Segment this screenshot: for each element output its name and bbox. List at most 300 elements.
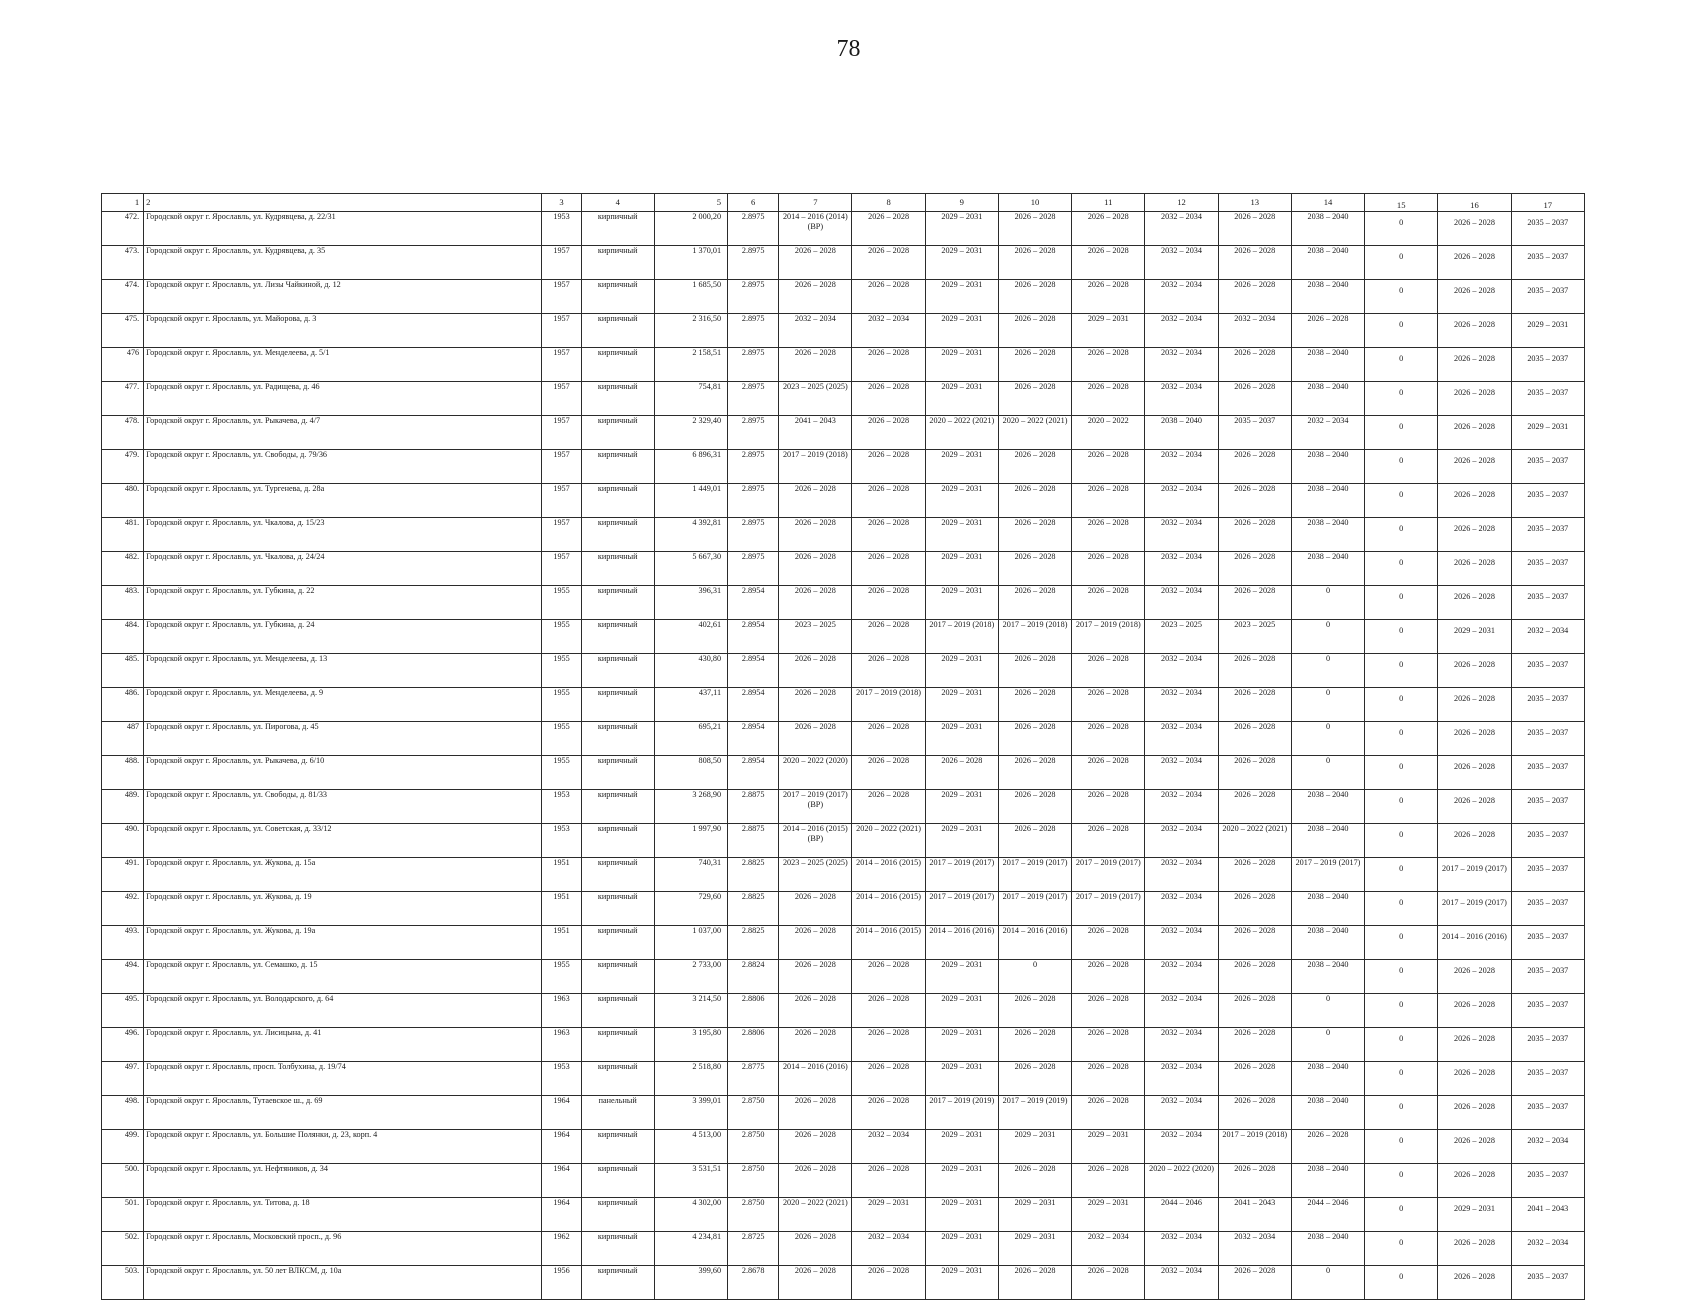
table-cell: 5 667,30: [654, 552, 727, 586]
table-row: [102, 212, 1585, 246]
table-cell: 2026 – 2028: [1072, 790, 1145, 824]
table-cell: 2032 – 2034: [1511, 1232, 1584, 1266]
table-cell: 2035 – 2037: [1511, 1164, 1584, 1198]
table-cell: 2026 – 2028: [1072, 926, 1145, 960]
table-cell: 2.8806: [728, 994, 779, 1028]
table-cell: 2026 – 2028: [1291, 314, 1364, 348]
table-cell: 2.8750: [728, 1096, 779, 1130]
table-cell: 488.: [102, 756, 144, 790]
table-cell: 2026 – 2028: [1438, 1232, 1511, 1266]
header-cell: 17: [1511, 194, 1584, 212]
table-cell: 2032 – 2034: [852, 1130, 925, 1164]
table-cell: 2029 – 2031: [925, 348, 998, 382]
table-cell: 2035 – 2037: [1511, 892, 1584, 926]
table-cell: 0: [1365, 1096, 1438, 1130]
table-cell: 2026 – 2028: [779, 1096, 852, 1130]
table-cell: 2020 – 2022 (2020): [1145, 1164, 1218, 1198]
table-cell: 478.: [102, 416, 144, 450]
table-cell: 2020 – 2022 (2021): [925, 416, 998, 450]
table-cell: 473.: [102, 246, 144, 280]
table-cell: 2026 – 2028: [1072, 960, 1145, 994]
table-cell: 2026 – 2028: [998, 212, 1071, 246]
table-cell: кирпичный: [581, 552, 654, 586]
table-row: [102, 484, 1585, 518]
table-cell: кирпичный: [581, 892, 654, 926]
table-cell: 2029 – 2031: [1072, 1198, 1145, 1232]
table-cell: 0: [1365, 1164, 1438, 1198]
table-cell: 2026 – 2028: [1438, 1096, 1511, 1130]
table-cell: 2020 – 2022 (2021): [1218, 824, 1291, 858]
table-cell: 2017 – 2019 (2019): [925, 1096, 998, 1130]
table-cell: 481.: [102, 518, 144, 552]
table-cell: 1963: [542, 994, 581, 1028]
table-cell: 0: [1365, 1198, 1438, 1232]
table-cell: 2017 – 2019 (2017): [1438, 892, 1511, 926]
table-cell: 2029 – 2031: [925, 688, 998, 722]
table-cell: 2.8825: [728, 892, 779, 926]
table-cell: 2032 – 2034: [779, 314, 852, 348]
header-cell: 16: [1438, 194, 1511, 212]
table-cell: 2035 – 2037: [1511, 960, 1584, 994]
table-cell: 475.: [102, 314, 144, 348]
table-cell: 2026 – 2028: [998, 280, 1071, 314]
table-cell: 0: [1365, 518, 1438, 552]
table-cell: 2032 – 2034: [1145, 518, 1218, 552]
table-cell: 2026 – 2028: [998, 654, 1071, 688]
table-cell: 1 370,01: [654, 246, 727, 280]
table-cell: 2035 – 2037: [1511, 756, 1584, 790]
table-cell: 1951: [542, 892, 581, 926]
table-cell: 2032 – 2034: [1145, 722, 1218, 756]
table-cell: кирпичный: [581, 688, 654, 722]
table-cell: кирпичный: [581, 824, 654, 858]
table-cell: 2026 – 2028: [998, 450, 1071, 484]
table-cell: 2026 – 2028: [1438, 416, 1511, 450]
table-cell: 2.8975: [728, 416, 779, 450]
table-cell: 2026 – 2028: [1438, 790, 1511, 824]
table-cell: 2014 – 2016 (2016): [925, 926, 998, 960]
table-cell: 1957: [542, 382, 581, 416]
table-cell: 2026 – 2028: [1438, 586, 1511, 620]
table-row: [102, 654, 1585, 688]
table-cell: 2.8975: [728, 450, 779, 484]
table-cell: 2026 – 2028: [1438, 212, 1511, 246]
table-cell: 1962: [542, 1232, 581, 1266]
table-cell: 477.: [102, 382, 144, 416]
table-cell: 0: [1365, 382, 1438, 416]
table-cell: 2032 – 2034: [1145, 994, 1218, 1028]
table-cell: 2032 – 2034: [1145, 348, 1218, 382]
table-cell: 2026 – 2028: [998, 1266, 1071, 1300]
table-cell: 498.: [102, 1096, 144, 1130]
table-cell: 2026 – 2028: [998, 1062, 1071, 1096]
table-cell: 492.: [102, 892, 144, 926]
table-cell: 2029 – 2031: [925, 212, 998, 246]
table-cell: 2026 – 2028: [998, 790, 1071, 824]
table-cell: 2029 – 2031: [925, 586, 998, 620]
table-cell: Городской округ г. Ярославль, ул. Рыкачева, д. 6/10: [144, 756, 542, 790]
table-cell: 2.8975: [728, 314, 779, 348]
table-cell: 2026 – 2028: [1072, 1164, 1145, 1198]
table-cell: 2026 – 2028: [852, 518, 925, 552]
table-cell: 2026 – 2028: [852, 246, 925, 280]
table-cell: 2029 – 2031: [925, 1130, 998, 1164]
header-cell: 1: [102, 194, 144, 212]
header-cell: 13: [1218, 194, 1291, 212]
header-cell: 6: [728, 194, 779, 212]
table-row: [102, 314, 1585, 348]
table-cell: 2032 – 2034: [1145, 926, 1218, 960]
table-cell: 2038 – 2040: [1291, 824, 1364, 858]
table-cell: кирпичный: [581, 654, 654, 688]
table-cell: 2014 – 2016 (2016): [998, 926, 1071, 960]
table-cell: 499.: [102, 1130, 144, 1164]
table-row: [102, 348, 1585, 382]
table-cell: 1955: [542, 586, 581, 620]
table-cell: 494.: [102, 960, 144, 994]
table-cell: Городской округ г. Ярославль, ул. Володарского, д. 64: [144, 994, 542, 1028]
table-cell: 2.8750: [728, 1164, 779, 1198]
table-cell: Городской округ г. Ярославль, ул. Свободы, д. 81/33: [144, 790, 542, 824]
table-cell: 2032 – 2034: [1145, 1232, 1218, 1266]
table-cell: 2035 – 2037: [1511, 1062, 1584, 1096]
table-cell: Городской округ г. Ярославль, ул. Рыкачева, д. 4/7: [144, 416, 542, 450]
table-cell: 2026 – 2028: [998, 484, 1071, 518]
table-cell: 2026 – 2028: [852, 280, 925, 314]
table-cell: 484.: [102, 620, 144, 654]
table-cell: 497.: [102, 1062, 144, 1096]
table-cell: 2035 – 2037: [1511, 518, 1584, 552]
table-cell: 2026 – 2028: [1438, 654, 1511, 688]
table-cell: 2017 – 2019 (2017): [998, 892, 1071, 926]
table-row: [102, 722, 1585, 756]
table-cell: 1953: [542, 212, 581, 246]
table-cell: 2026 – 2028: [1218, 1096, 1291, 1130]
header-cell: 12: [1145, 194, 1218, 212]
table-cell: 2020 – 2022 (2020): [779, 756, 852, 790]
table-cell: 2029 – 2031: [925, 790, 998, 824]
table-cell: 2026 – 2028: [1072, 382, 1145, 416]
table-cell: 0: [1365, 688, 1438, 722]
header-cell: 2: [144, 194, 542, 212]
table-cell: 2017 – 2019 (2018): [925, 620, 998, 654]
table-cell: Городской округ г. Ярославль, ул. Нефтяников, д. 34: [144, 1164, 542, 1198]
table-row: [102, 1232, 1585, 1266]
table-cell: 1953: [542, 790, 581, 824]
table-row: [102, 1028, 1585, 1062]
table-cell: 2032 – 2034: [1145, 756, 1218, 790]
table-cell: 2026 – 2028: [852, 620, 925, 654]
table-cell: 2026 – 2028: [1438, 1130, 1511, 1164]
table-row: [102, 756, 1585, 790]
table-cell: 396,31: [654, 586, 727, 620]
table-row: [102, 586, 1585, 620]
housing-table: [101, 193, 1585, 1300]
table-cell: 0: [1365, 892, 1438, 926]
table-cell: 501.: [102, 1198, 144, 1232]
table-cell: 2026 – 2028: [852, 1062, 925, 1096]
table-cell: 1957: [542, 348, 581, 382]
table-body: [102, 194, 1585, 1300]
table-cell: 0: [1365, 926, 1438, 960]
table-cell: 2041 – 2043: [1511, 1198, 1584, 1232]
table-cell: 2026 – 2028: [1438, 314, 1511, 348]
table-cell: 2032 – 2034: [1145, 654, 1218, 688]
table-cell: 2032 – 2034: [1511, 1130, 1584, 1164]
table-cell: 0: [1365, 348, 1438, 382]
table-cell: 2026 – 2028: [1218, 280, 1291, 314]
table-cell: 2026 – 2028: [1438, 552, 1511, 586]
table-cell: кирпичный: [581, 756, 654, 790]
table-cell: 2.8975: [728, 348, 779, 382]
table-cell: Городской округ г. Ярославль, ул. Кудрявцева, д. 22/31: [144, 212, 542, 246]
table-cell: 0: [1365, 858, 1438, 892]
table-cell: 2029 – 2031: [1511, 314, 1584, 348]
table-cell: 2.8750: [728, 1130, 779, 1164]
table-cell: 399,60: [654, 1266, 727, 1300]
table-cell: 2026 – 2028: [1438, 994, 1511, 1028]
table-cell: 2014 – 2016 (2016): [779, 1062, 852, 1096]
table-cell: Городской округ г. Ярославль, ул. Семашко, д. 15: [144, 960, 542, 994]
table-cell: 1955: [542, 756, 581, 790]
table-cell: 2026 – 2028: [1218, 790, 1291, 824]
table-cell: 2026 – 2028: [1438, 518, 1511, 552]
table-cell: 0: [1291, 756, 1364, 790]
table-cell: 2017 – 2019 (2017): [925, 858, 998, 892]
table-cell: 2026 – 2028: [1438, 382, 1511, 416]
table-cell: 2023 – 2025 (2025): [779, 382, 852, 416]
table-cell: 2038 – 2040: [1291, 926, 1364, 960]
table-row: [102, 450, 1585, 484]
table-cell: 2 329,40: [654, 416, 727, 450]
table-cell: 0: [1291, 722, 1364, 756]
table-cell: 2029 – 2031: [925, 1164, 998, 1198]
table-cell: 2035 – 2037: [1511, 790, 1584, 824]
table-cell: 2038 – 2040: [1145, 416, 1218, 450]
table-cell: 2035 – 2037: [1511, 688, 1584, 722]
table-cell: 2035 – 2037: [1511, 1028, 1584, 1062]
table-cell: 2029 – 2031: [925, 280, 998, 314]
table-cell: 2.8825: [728, 926, 779, 960]
table-cell: 2 316,50: [654, 314, 727, 348]
table-cell: 2038 – 2040: [1291, 246, 1364, 280]
table-cell: кирпичный: [581, 518, 654, 552]
table-cell: Городской округ г. Ярославль, ул. Большие Полянки, д. 23, корп. 4: [144, 1130, 542, 1164]
table-cell: 2017 – 2019 (2018): [852, 688, 925, 722]
table-cell: 2026 – 2028: [1218, 552, 1291, 586]
table-cell: 2017 – 2019 (2017): [1291, 858, 1364, 892]
table-cell: 729,60: [654, 892, 727, 926]
table-cell: 2032 – 2034: [1145, 790, 1218, 824]
header-cell: 5: [654, 194, 727, 212]
table-cell: 2032 – 2034: [1218, 1232, 1291, 1266]
table-cell: кирпичный: [581, 1164, 654, 1198]
table-cell: 2026 – 2028: [1218, 654, 1291, 688]
table-cell: 2017 – 2019 (2017) (ВР): [779, 790, 852, 824]
table-cell: 2029 – 2031: [852, 1198, 925, 1232]
table-cell: Городской округ г. Ярославль, ул. Тургенева, д. 28а: [144, 484, 542, 518]
table-cell: 2026 – 2028: [1218, 1028, 1291, 1062]
table-cell: 430,80: [654, 654, 727, 688]
table-cell: 0: [1365, 960, 1438, 994]
table-cell: 2038 – 2040: [1291, 450, 1364, 484]
table-cell: 2026 – 2028: [852, 1028, 925, 1062]
table-cell: 2026 – 2028: [1072, 688, 1145, 722]
table-cell: 2029 – 2031: [925, 654, 998, 688]
table-cell: 2038 – 2040: [1291, 1062, 1364, 1096]
table-cell: Городской округ г. Ярославль, ул. Радищева, д. 46: [144, 382, 542, 416]
table-cell: 2041 – 2043: [779, 416, 852, 450]
table-row: [102, 994, 1585, 1028]
table-cell: 2017 – 2019 (2017): [1438, 858, 1511, 892]
table-cell: 2026 – 2028: [998, 348, 1071, 382]
table-cell: Городской округ г. Ярославль, ул. Жукова, д. 19: [144, 892, 542, 926]
table-cell: 2038 – 2040: [1291, 518, 1364, 552]
table-cell: 2038 – 2040: [1291, 212, 1364, 246]
table-cell: 2032 – 2034: [1145, 1096, 1218, 1130]
table-cell: 2032 – 2034: [1145, 960, 1218, 994]
table-cell: 2026 – 2028: [779, 1232, 852, 1266]
table-cell: 2026 – 2028: [1218, 756, 1291, 790]
table-cell: 2026 – 2028: [998, 518, 1071, 552]
table-cell: 503.: [102, 1266, 144, 1300]
table-cell: 2014 – 2016 (2016): [1438, 926, 1511, 960]
table-cell: 2026 – 2028: [1218, 722, 1291, 756]
table-cell: 2029 – 2031: [1072, 1130, 1145, 1164]
header-cell: 9: [925, 194, 998, 212]
table-cell: 3 399,01: [654, 1096, 727, 1130]
table-cell: 2026 – 2028: [1218, 994, 1291, 1028]
table-cell: 2029 – 2031: [925, 450, 998, 484]
header-cell: 11: [1072, 194, 1145, 212]
table-cell: 2026 – 2028: [1438, 1266, 1511, 1300]
table-cell: 479.: [102, 450, 144, 484]
table-cell: 2026 – 2028: [1438, 484, 1511, 518]
header-cell: 8: [852, 194, 925, 212]
table-cell: 2017 – 2019 (2017): [998, 858, 1071, 892]
table-cell: 3 531,51: [654, 1164, 727, 1198]
table-cell: 2038 – 2040: [1291, 790, 1364, 824]
table-cell: 2029 – 2031: [925, 382, 998, 416]
table-cell: 2029 – 2031: [925, 1062, 998, 1096]
table-cell: кирпичный: [581, 382, 654, 416]
table-cell: 2032 – 2034: [852, 314, 925, 348]
table-cell: 2029 – 2031: [998, 1232, 1071, 1266]
table-cell: 0: [998, 960, 1071, 994]
table-cell: 2 000,20: [654, 212, 727, 246]
table-cell: 0: [1365, 824, 1438, 858]
table-cell: 476: [102, 348, 144, 382]
table-cell: 489.: [102, 790, 144, 824]
table-cell: 2026 – 2028: [852, 722, 925, 756]
table-row: [102, 790, 1585, 824]
table-cell: 2035 – 2037: [1511, 484, 1584, 518]
table-cell: 2032 – 2034: [1145, 552, 1218, 586]
table-row: [102, 620, 1585, 654]
table-cell: 2026 – 2028: [1072, 654, 1145, 688]
table-cell: 2.8954: [728, 620, 779, 654]
table-cell: 740,31: [654, 858, 727, 892]
table-cell: кирпичный: [581, 348, 654, 382]
table-cell: 2.8954: [728, 722, 779, 756]
table-cell: 472.: [102, 212, 144, 246]
table-cell: 2029 – 2031: [925, 994, 998, 1028]
table-cell: 2026 – 2028: [1218, 212, 1291, 246]
table-cell: 2026 – 2028: [779, 280, 852, 314]
table-cell: 2026 – 2028: [852, 756, 925, 790]
table-cell: 0: [1365, 620, 1438, 654]
table-cell: 0: [1365, 1266, 1438, 1300]
table-cell: 2026 – 2028: [1218, 586, 1291, 620]
table-cell: 1951: [542, 858, 581, 892]
table-cell: 0: [1291, 654, 1364, 688]
table-cell: 2026 – 2028: [1072, 552, 1145, 586]
table-cell: 1956: [542, 1266, 581, 1300]
table-cell: 2038 – 2040: [1291, 1164, 1364, 1198]
table-cell: 2026 – 2028: [1218, 450, 1291, 484]
table-cell: 2029 – 2031: [925, 1028, 998, 1062]
table-cell: Городской округ г. Ярославль, ул. Чкалова, д. 15/23: [144, 518, 542, 552]
table-cell: 2026 – 2028: [1438, 1028, 1511, 1062]
table-cell: 2029 – 2031: [925, 824, 998, 858]
table-cell: 2.8825: [728, 858, 779, 892]
table-cell: 1957: [542, 280, 581, 314]
table-cell: кирпичный: [581, 790, 654, 824]
table-cell: 1 037,00: [654, 926, 727, 960]
header-cell: 15: [1365, 194, 1438, 212]
table-cell: Городской округ г. Ярославль, ул. Свободы, д. 79/36: [144, 450, 542, 484]
table-cell: 2014 – 2016 (2015): [852, 892, 925, 926]
table-cell: Городской округ г. Ярославль, ул. Чкалова, д. 24/24: [144, 552, 542, 586]
table-cell: 2044 – 2046: [1145, 1198, 1218, 1232]
table-cell: 2.8975: [728, 212, 779, 246]
table-cell: 2.8954: [728, 654, 779, 688]
table-cell: 2026 – 2028: [1072, 722, 1145, 756]
table-row: [102, 824, 1585, 858]
table-cell: 2035 – 2037: [1511, 348, 1584, 382]
table-cell: 2020 – 2022 (2021): [779, 1198, 852, 1232]
table-cell: 2032 – 2034: [1072, 1232, 1145, 1266]
table-cell: Городской округ г. Ярославль, ул. Губкина, д. 22: [144, 586, 542, 620]
table-cell: 2029 – 2031: [925, 552, 998, 586]
table-cell: 2026 – 2028: [998, 586, 1071, 620]
table-cell: 2026 – 2028: [1438, 824, 1511, 858]
table-cell: 2038 – 2040: [1291, 552, 1364, 586]
table-cell: 2026 – 2028: [998, 1028, 1071, 1062]
table-cell: 2035 – 2037: [1511, 586, 1584, 620]
table-cell: 2026 – 2028: [779, 552, 852, 586]
table-row: [102, 280, 1585, 314]
table-cell: 2.8775: [728, 1062, 779, 1096]
table-cell: 2026 – 2028: [1218, 892, 1291, 926]
table-cell: 2017 – 2019 (2018): [998, 620, 1071, 654]
table-cell: 2026 – 2028: [1438, 450, 1511, 484]
table-cell: 402,61: [654, 620, 727, 654]
table-cell: 2026 – 2028: [1072, 994, 1145, 1028]
table-cell: 2035 – 2037: [1511, 382, 1584, 416]
table-cell: 2038 – 2040: [1291, 1096, 1364, 1130]
table-cell: Городской округ г. Ярославль, просп. Толбухина, д. 19/74: [144, 1062, 542, 1096]
table-cell: 2026 – 2028: [852, 654, 925, 688]
table-cell: 695,21: [654, 722, 727, 756]
header-cell: 7: [779, 194, 852, 212]
table-row: [102, 1164, 1585, 1198]
table-row: [102, 416, 1585, 450]
table-cell: 2017 – 2019 (2019): [998, 1096, 1071, 1130]
table-cell: 1951: [542, 926, 581, 960]
table-cell: кирпичный: [581, 1130, 654, 1164]
table-cell: 1964: [542, 1198, 581, 1232]
